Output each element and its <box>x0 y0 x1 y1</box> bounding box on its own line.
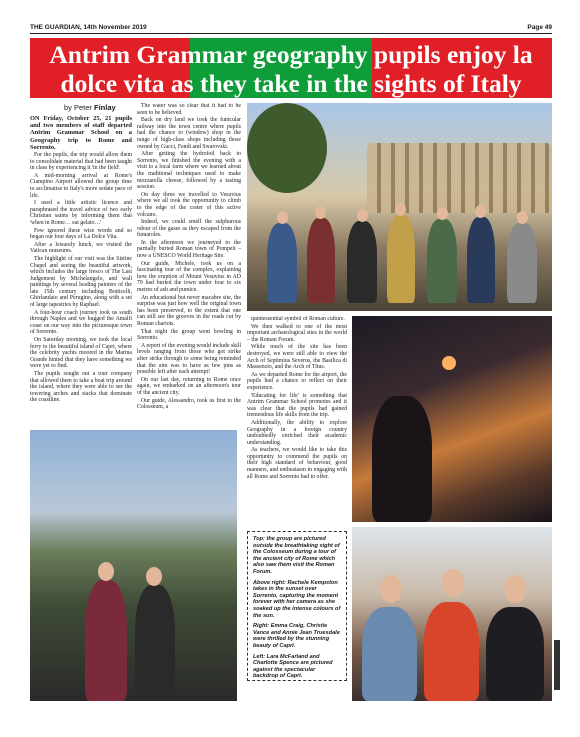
head-shape <box>395 203 406 216</box>
page-number: Page 49 <box>527 24 552 31</box>
article-paragraph: A report of the evening would include skill levels ranging from those who got strike after strike through to some being reminded that the aim was to have as few pins as possible left after each attempt! <box>137 342 241 376</box>
headline-line-1: Antrim Grammar geography pupils enjoy la <box>49 40 533 69</box>
head-shape <box>442 569 464 597</box>
article-paragraph: Our guide, Michele, took us on a fascinating tour of the complex, explaining how the eruption of Mount Vesuvius in AD 79 had buried the town under four to six metres of ash and pumice. <box>137 260 241 294</box>
photo-capri-girls <box>30 430 237 701</box>
article-paragraph: On our last day, returning to Rome once again, we embarked on an afternoon's tour of the ancient city. <box>137 376 241 396</box>
person-shape <box>85 580 127 701</box>
head-shape <box>517 211 528 224</box>
headline-banner <box>30 38 552 98</box>
caption-right: Right: Emma Craig, Christie Vance and Annie Jean Truesdale were thrilled by the stunning beauty of Capri. <box>253 623 340 649</box>
person-shape <box>267 223 297 303</box>
article-paragraph: Few ignored these wise words and so began our four days of La Dolce Vita. <box>30 227 132 241</box>
article-paragraph: We then walked to one of the most important archaeological sites in the world – the Roman Forum. <box>247 323 347 343</box>
head-shape <box>437 207 448 220</box>
headline-line-2: dolce vita as they take in the sights of Italy <box>60 69 522 98</box>
article-column-1 <box>30 115 132 427</box>
photo-colosseum-group <box>247 103 552 311</box>
article-paragraph: As we departed Rome for the airport, the pupils had a chance to reflect on their experience. <box>247 371 347 391</box>
page-edge-tab <box>554 640 560 690</box>
article-paragraph: Indeed, we could smell the sulphurous odour of the gases as they escaped from the fumaroles. <box>137 219 241 239</box>
caption-above-right: Above right: Rachele Kempston takes in the sunset over Sorrento, capturing the moment forever with her camera as she soaked up the intense colours of the sun. <box>253 579 341 619</box>
article-paragraph: That night the group went bowling in Sorrento. <box>137 328 241 342</box>
head-shape <box>146 567 162 586</box>
article-paragraph: After a leisurely lunch, we visited the Vatican museums. <box>30 241 132 255</box>
article-paragraph: Additionally, the ability to explore Geography in a foreign country undoubtedly enriched their academic understanding. <box>247 419 347 446</box>
person-shape <box>507 223 537 303</box>
person-shape <box>486 607 544 701</box>
article-paragraph: 'Educating for life' is something that Antrim Grammar School promotes and it was clear that the pupils had gained tremendous life skills from the trip. <box>247 392 347 419</box>
article-paragraph: After getting the hydrofoil back to Sorrento, we finished the evening with a visit to a local farm where we learned about the traditional techniques used to make mozzarella cheese, followed by a tasting session. <box>137 151 241 191</box>
sun-shape <box>442 356 456 370</box>
person-shape <box>347 221 377 303</box>
article-paragraph: A mid-morning arrival at Rome's Ciampino Airport allowed the group time to acclimatise to Italy's more sedate pace of life. <box>30 172 132 199</box>
publication-date: THE GUARDIAN, 14th November 2019 <box>30 24 147 31</box>
article-paragraph: The highlight of our visit was the Sistine Chapel and seeing the beautiful artwork, which includes the large fresco of The Last Judgement by Michelangelo, and wall paintings by several leading painters of the late 15th century including Botticelli, Ghirlandaio and Perugino, along with a set of large tapestries by Raphael. <box>30 255 132 309</box>
head-shape <box>357 209 368 222</box>
head-shape <box>98 562 114 581</box>
article-lead: ON Friday, October 25, 21 pupils and two members of staff departed Antrim Grammar School on a Geography trip to Rome and Sorrento. <box>30 115 132 151</box>
article-paragraph: As teachers, we would like to take this opportunity to commend the pupils on their high standard of behaviour, good manners, and enthusiasm in engaging with all Rome and Sorrento had to offer. <box>247 447 347 480</box>
article-paragraph: For the pupils, the trip would allow them to consolidate material that had been taught in class by experiencing it 'in the field'. <box>30 152 132 172</box>
person-shape <box>424 602 479 701</box>
tree-shape <box>247 103 327 193</box>
head-shape <box>475 205 486 218</box>
article-paragraph: While much of the site has been destroyed, we were still able to view the Arch of Septimius Severus, the Basilica di Massenzio, and the Arch of Titus. <box>247 344 347 371</box>
caption-top: Top: the group are pictured outside the breathtaking sight of the Colosseum during a tour of the ancient city of Rome which also saw them visit the Roman Forum. <box>253 536 340 575</box>
article-paragraph: In the afternoon we journeyed to the partially buried Roman town of Pompeii – now a UNESCO World Heritage Site. <box>137 239 241 260</box>
head-shape <box>504 575 526 603</box>
article-paragraph: The pupils sought out a tour company that allowed them to take a boat trip around the island, where they were able to see the towering arches and stacks that dominate the coastline. <box>30 371 132 404</box>
article-paragraph: On day three we travelled to Vesuvius where we all took the opportunity to climb to the edge of the crater of this active volcano. <box>137 191 241 218</box>
article-paragraph: quintessential symbol of Roman culture. <box>251 316 345 322</box>
person-shape <box>427 219 457 303</box>
head-shape <box>277 211 288 224</box>
person-shape <box>362 607 417 701</box>
photo-sunset-sorrento <box>352 316 552 522</box>
article-paragraph: Back on dry land we took the funicular railway into the town centre where pupils had the chance to (window) shop in the range of high-class shops including those owned by Gucci, Fendi and Swarovski. <box>137 117 241 150</box>
photo-three-girls <box>352 527 552 701</box>
byline-name: Finlay <box>94 103 116 112</box>
byline <box>64 103 116 112</box>
article-paragraph: A four-hour coach journey took us south through Naples and we hugged the Amalfi coast on our way into the picturesque town of Sorrento. <box>30 309 132 336</box>
article-paragraph: On Saturday morning, we took the local ferry to the beautiful island of Capri, where the celebrity yachts moored in the Marina Grande hinted that they have something we were yet to find. <box>30 337 132 370</box>
article-paragraph: Our guide, Alessandro, took us first to the Colosseum, a <box>137 397 241 411</box>
person-shape <box>467 217 495 303</box>
caption-box <box>247 531 347 681</box>
person-silhouette <box>372 396 432 522</box>
person-shape <box>307 218 335 303</box>
article-paragraph: I used a little artistic licence and paraphrased the travel advice of two early Christian saints by informing them that 'when in Rome… eat gelato…' <box>30 200 132 226</box>
person-shape <box>135 585 175 701</box>
headline <box>30 38 552 98</box>
article-column-3 <box>247 316 347 526</box>
caption-left: Left: Lara McFarland and Charlotte Spence are pictured against the spectacular backdrop of Capri. <box>253 653 333 680</box>
article-paragraph: The water was so clear that it had to be seen to be believed. <box>137 103 241 116</box>
head-shape <box>380 575 402 603</box>
page-header <box>30 22 552 34</box>
head-shape <box>315 206 326 219</box>
colosseum-shape <box>367 143 552 213</box>
person-shape <box>387 215 415 303</box>
byline-prefix: by Peter <box>64 103 95 112</box>
article-paragraph: An educational but never macabre site, the surprise was just how well the original town has been preserved, to the extent that one can still see the grooves in the roads cut by Roman chariots. <box>137 294 241 327</box>
